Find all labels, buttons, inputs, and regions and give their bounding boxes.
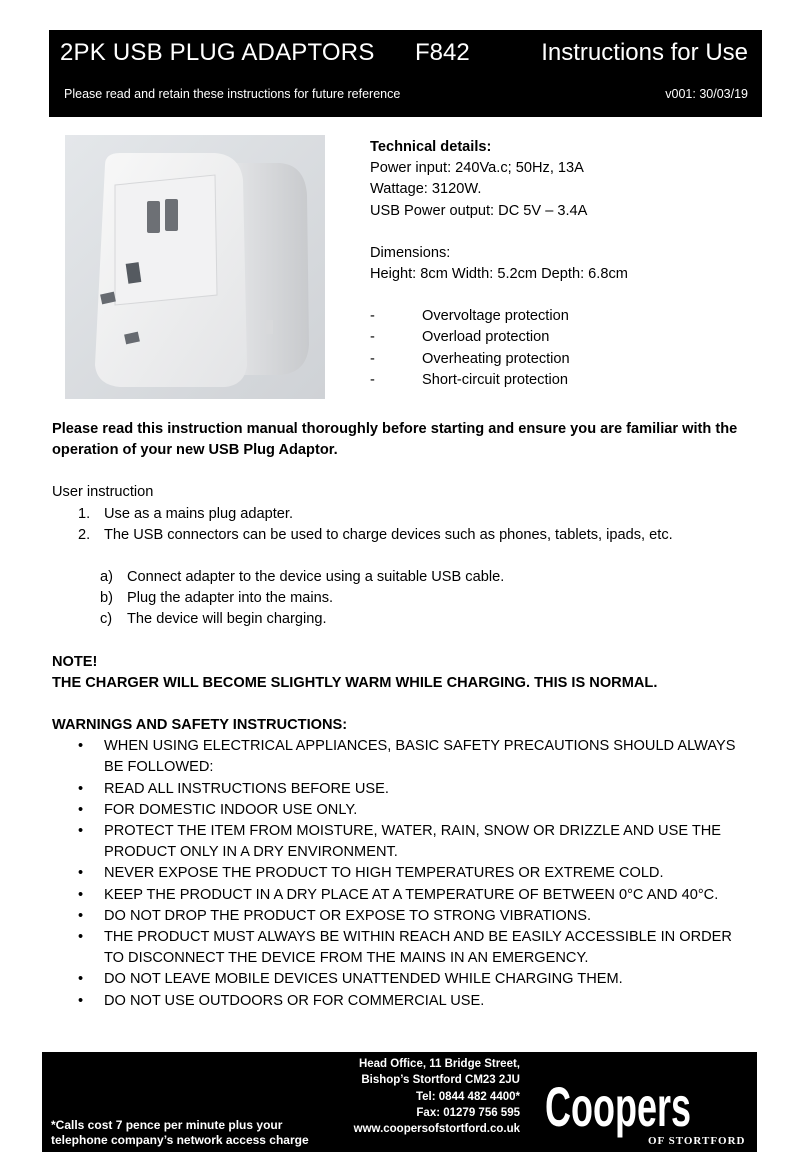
document-title: Instructions for Use: [541, 39, 748, 66]
user-instruction-list: [52, 504, 752, 546]
dimensions-value: Height: 8cm Width: 5.2cm Depth: 6.8cm: [370, 266, 628, 283]
product-name: 2PK USB PLUG ADAPTORS: [60, 39, 375, 66]
charging-steps-list: [52, 567, 752, 631]
product-photo: [65, 135, 325, 399]
header-banner: [49, 30, 762, 117]
brand-tagline: OF STORTFORD: [648, 1135, 746, 1147]
warning-item: • DO NOT USE OUTDOORS OR FOR COMMERCIAL USE.: [78, 992, 485, 1009]
warnings-heading: WARNINGS AND SAFETY INSTRUCTIONS:: [52, 717, 348, 734]
wattage: Wattage: 3120W.: [370, 181, 482, 198]
note-heading: NOTE!: [52, 653, 98, 670]
warning-item: • NEVER EXPOSE THE PRODUCT TO HIGH TEMPERATURES OR EXTREME COLD.: [78, 865, 664, 882]
warning-item: • KEEP THE PRODUCT IN A DRY PLACE AT A TEMPERATURE OF BETWEEN 0°C AND 40°C.: [78, 886, 719, 903]
fax: Fax: 01279 756 595: [416, 1106, 520, 1119]
user-instruction-heading: User instruction: [52, 484, 154, 501]
header-subtitle: Please read and retain these instructions for future reference: [64, 87, 401, 101]
instructions-body: [52, 419, 752, 1012]
technical-details: [370, 137, 628, 391]
intro-paragraph: Please read this instruction manual thoroughly before starting and ensure you are familiar with the operation of your new USB Plug Adaptor.: [52, 421, 738, 459]
telephone: Tel: 0844 482 4400*: [415, 1090, 520, 1103]
address-line: Bishop’s Stortford CM23 2JU: [361, 1074, 520, 1087]
warnings-list: [52, 736, 752, 1012]
list-item: a) Connect adapter to the device using a suitable USB cable.: [100, 569, 505, 586]
warning-item: • READ ALL INSTRUCTIONS BEFORE USE.: [78, 780, 389, 797]
brand-name: Coopers: [545, 1075, 691, 1138]
coopers-logo: [542, 1056, 746, 1148]
list-item: b) Plug the adapter into the mains.: [100, 590, 334, 607]
power-input: Power input: 240Va.c; 50Hz, 13A: [370, 160, 584, 177]
dimensions-heading: Dimensions:: [370, 244, 451, 261]
list-item: 2. The USB connectors can be used to charge devices such as phones, tablets, ipads, etc.: [78, 526, 673, 543]
list-item: 1. Use as a mains plug adapter.: [78, 505, 294, 522]
warning-item: • DO NOT LEAVE MOBILE DEVICES UNATTENDED WHILE CHARGING THEM.: [78, 971, 623, 988]
technical-heading: Technical details:: [370, 139, 492, 155]
note-text: THE CHARGER WILL BECOME SLIGHTLY WARM WHILE CHARGING. THIS IS NORMAL.: [52, 674, 658, 691]
product-code: F842: [415, 39, 470, 66]
address-line: Head Office, 11 Bridge Street,: [358, 1058, 520, 1070]
usb-power-output: USB Power output: DC 5V – 3.4A: [370, 202, 588, 219]
warning-item: • THE PRODUCT MUST ALWAYS BE WITHIN REACH AND BE EASILY ACCESSIBLE IN ORDER TO DISCONNECT THE DEVICE FROM THE MAINS IN AN EMERGENCY.: [78, 929, 732, 967]
contact-details: [342, 1056, 520, 1137]
warning-item: • PROTECT THE ITEM FROM MOISTURE, WATER, RAIN, SNOW OR DRIZZLE AND USE THE PRODUCT ONLY IN A DRY ENVIRONMENT.: [78, 823, 722, 861]
call-cost-note: *Calls cost 7 pence per minute plus your telephone company’s network access charge: [51, 1118, 309, 1147]
list-item: c) The device will begin charging.: [100, 611, 327, 628]
warning-item: • DO NOT DROP THE PRODUCT OR EXPOSE TO STRONG VIBRATIONS.: [78, 907, 592, 924]
version-date: v001: 30/03/19: [665, 87, 748, 101]
protection-item: - Short-circuit protection: [370, 371, 568, 388]
warning-item: • WHEN USING ELECTRICAL APPLIANCES, BASIC SAFETY PRECAUTIONS SHOULD ALWAYS BE FOLLOWED:: [78, 738, 736, 776]
website-link[interactable]: www.coopersofstortford.co.uk: [353, 1123, 520, 1136]
protection-item: - Overheating protection: [370, 350, 570, 367]
protection-item: - Overvoltage protection: [370, 308, 569, 325]
protection-item: - Overload protection: [370, 329, 550, 346]
warning-item: • FOR DOMESTIC INDOOR USE ONLY.: [78, 801, 358, 818]
footer-banner: [42, 1052, 757, 1152]
